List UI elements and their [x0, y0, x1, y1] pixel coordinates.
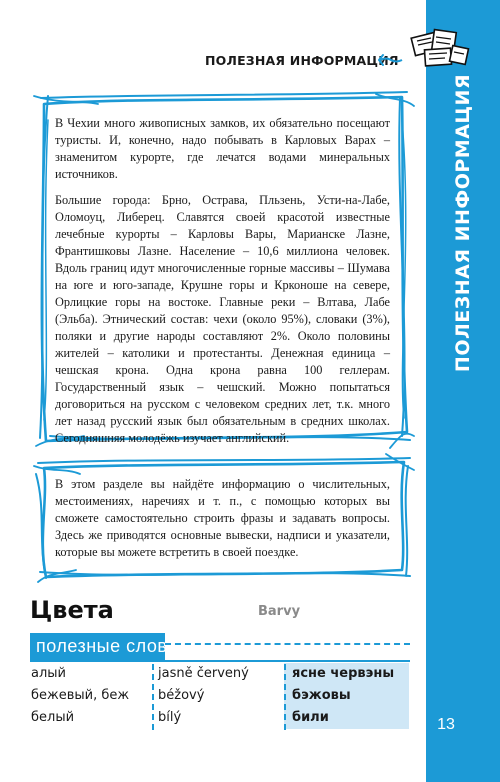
info-text-block	[55, 115, 390, 447]
word-transcription: бэжовы	[292, 688, 351, 703]
section-title-translation: Barvy	[258, 604, 301, 619]
intro-text: В этом разделе вы найдёте информацию о числительных, местоимениях, наречиях и т. п., с помощью которых вы сможете самостоятельно строить фразы и задавать вопросы. Здесь же приводятся основные вывески, надписи и указатели, которые вы можете встретить в своей поездке.	[55, 477, 390, 559]
word-transcription: били	[292, 710, 329, 725]
divider	[30, 660, 410, 662]
header-title: ПОЛЕЗНАЯ ИНФОРМАЦИЯ	[205, 53, 399, 68]
word-czech: jasně červený	[158, 666, 249, 681]
word-row	[30, 685, 410, 707]
side-tab-label: ПОЛЕЗНАЯ ИНФОРМАЦИЯ	[452, 73, 474, 373]
section-title: Цвета	[30, 596, 114, 624]
word-russian: белый	[31, 710, 75, 725]
word-row	[30, 663, 410, 685]
word-czech: bílý	[158, 710, 182, 725]
divider	[165, 643, 410, 645]
page-number: 13	[437, 716, 455, 733]
info-paragraph: Большие города: Брно, Острава, Пльзень, Усти-на-Лабе, Оломоуц, Либерец. Славятся своей красотой известные лечебные курорты – Карловы Вары, Марианске Лазне, Франтишковы Лазне. Население – 10,6 миллиона человек. Вдоль границ идут многочисленные горные массивы – Шумава на юге и юго-западе, Крушне горы и Крконоше на севере, Орлицкие горы на востоке. Главные реки – Влтава, Лабе (Эльба). Этнический состав: чехи (около 95%), словаки (3%), поляки и другие народы составляют 2%. Около половины жителей – католики и протестанты. Денежная единица – чешская крона. Одна крона равна 100 геллерам. Государственный язык – чешский. Можно попытаться договориться на русском с человеком средних лет, т.к. много лет назад русский язык был обязательным в средних школах. Сегодняшняя молодёжь изучает английский.	[55, 193, 390, 445]
word-transcription: ясне червэны	[292, 666, 395, 681]
useful-words-label: полезные слова	[36, 636, 178, 656]
word-row	[30, 707, 410, 729]
info-paragraph: В Чехии много живописных замков, их обязательно посещают туристы. И, конечно, надо побывать в Карловых Варах – знаменитом курорте, где лечатся водами минеральных источников.	[55, 116, 390, 181]
word-russian: алый	[31, 666, 66, 681]
word-russian: бежевый, беж	[31, 688, 130, 703]
word-czech: béžový	[158, 688, 205, 703]
